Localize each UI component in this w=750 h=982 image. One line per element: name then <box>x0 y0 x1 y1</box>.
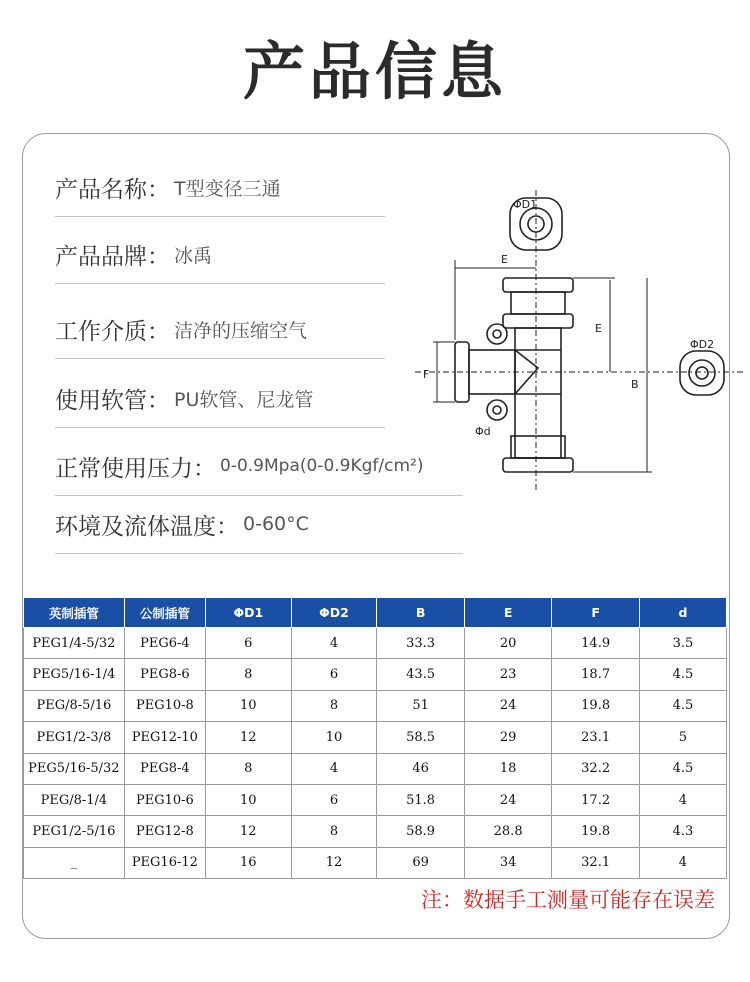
table-cell: 8 <box>205 753 291 784</box>
col-header: d <box>639 598 726 628</box>
table-cell: 12 <box>205 816 291 847</box>
table-cell: 51 <box>377 690 465 721</box>
table-cell: 23.1 <box>552 722 640 753</box>
table-cell: 17.2 <box>552 784 640 815</box>
table-cell: 32.1 <box>552 847 640 878</box>
label-e-side: E <box>595 322 602 335</box>
info-row-hose <box>55 369 385 428</box>
table-cell: PEG10-8 <box>124 690 205 721</box>
table-cell: 58.5 <box>377 722 465 753</box>
table-cell: 8 <box>205 659 291 690</box>
info-label: 环境及流体温度： <box>55 513 239 540</box>
table-cell: PEG1/4-5/32 <box>24 628 125 659</box>
table-cell: 4.5 <box>639 753 726 784</box>
table-cell: PEG16-12 <box>124 847 205 878</box>
table-cell: 24 <box>464 690 552 721</box>
table-cell: PEG/8-1/4 <box>24 784 125 815</box>
table-cell: 10 <box>205 784 291 815</box>
label-phi-d1: ΦD1 <box>513 198 538 211</box>
table-cell: 19.8 <box>552 690 640 721</box>
table-cell: 6 <box>205 628 291 659</box>
table-cell: 12 <box>205 722 291 753</box>
table-cell: 69 <box>377 847 465 878</box>
table-cell: 43.5 <box>377 659 465 690</box>
info-value: 0-0.9Mpa(0-0.9Kgf/cm²) <box>220 456 424 476</box>
info-row-temperature <box>55 495 463 554</box>
table-cell: PEG12-10 <box>124 722 205 753</box>
label-f: F <box>423 368 430 381</box>
col-header: F <box>552 598 640 628</box>
col-header: E <box>464 598 552 628</box>
table-cell: 4 <box>639 847 726 878</box>
table-row <box>24 847 727 878</box>
info-value: PU软管、尼龙管 <box>174 388 314 411</box>
info-label: 产品名称： <box>55 176 170 203</box>
table-cell: 8 <box>291 690 377 721</box>
table-cell: 14.9 <box>552 628 640 659</box>
table-cell: 4 <box>291 628 377 659</box>
table-cell: PEG6-4 <box>124 628 205 659</box>
table-cell: _ <box>24 847 125 878</box>
table-cell: 20 <box>464 628 552 659</box>
table-cell: 33.3 <box>377 628 465 659</box>
table-cell: 3.5 <box>639 628 726 659</box>
table-cell: 6 <box>291 659 377 690</box>
table-cell: 34 <box>464 847 552 878</box>
info-value: T型变径三通 <box>174 177 281 200</box>
table-cell: 10 <box>205 690 291 721</box>
table-cell: PEG5/16-1/4 <box>24 659 125 690</box>
info-label: 正常使用压力： <box>55 455 216 482</box>
col-header: B <box>377 598 465 628</box>
info-row-pressure <box>55 437 463 496</box>
table-header-row <box>24 598 727 628</box>
col-header: ΦD2 <box>291 598 377 628</box>
info-label: 产品品牌： <box>55 243 170 270</box>
spec-table <box>23 597 727 879</box>
table-cell: 10 <box>291 722 377 753</box>
table-cell: PEG5/16-5/32 <box>24 753 125 784</box>
table-row <box>24 784 727 815</box>
label-e-top: E <box>501 253 508 266</box>
label-b: B <box>631 378 639 391</box>
table-cell: 51.8 <box>377 784 465 815</box>
table-cell: PEG8-4 <box>124 753 205 784</box>
t-fitting-diagram <box>415 190 750 490</box>
info-value: 洁净的压缩空气 <box>174 319 308 342</box>
table-row <box>24 753 727 784</box>
table-row <box>24 659 727 690</box>
info-row-medium <box>55 300 385 359</box>
table-cell: PEG10-6 <box>124 784 205 815</box>
col-header: 公制插管 <box>124 598 205 628</box>
info-value: 冰禹 <box>174 244 213 267</box>
table-cell: PEG1/2-3/8 <box>24 722 125 753</box>
table-cell: 23 <box>464 659 552 690</box>
table-cell: 18 <box>464 753 552 784</box>
table-cell: 24 <box>464 784 552 815</box>
info-label: 工作介质： <box>55 318 170 345</box>
table-row <box>24 690 727 721</box>
table-cell: 18.7 <box>552 659 640 690</box>
product-info-card <box>22 133 730 939</box>
table-cell: PEG8-6 <box>124 659 205 690</box>
table-cell: 8 <box>291 816 377 847</box>
table-cell: 4.5 <box>639 659 726 690</box>
info-label: 使用软管： <box>55 387 170 414</box>
table-cell: 28.8 <box>464 816 552 847</box>
info-row-brand <box>55 225 385 284</box>
table-cell: PEG/8-5/16 <box>24 690 125 721</box>
table-row <box>24 816 727 847</box>
label-phi-d: Φd <box>475 425 491 438</box>
table-cell: 4 <box>639 784 726 815</box>
table-cell: 58.9 <box>377 816 465 847</box>
table-cell: 46 <box>377 753 465 784</box>
table-row <box>24 628 727 659</box>
col-header: 英制插管 <box>24 598 125 628</box>
page-title: 产品信息 <box>242 35 507 108</box>
table-cell: 16 <box>205 847 291 878</box>
table-cell: 5 <box>639 722 726 753</box>
label-phi-d2: ΦD2 <box>690 338 715 351</box>
info-value: 0-60°C <box>243 513 309 535</box>
table-cell: 19.8 <box>552 816 640 847</box>
table-cell: PEG1/2-5/16 <box>24 816 125 847</box>
table-cell: PEG12-8 <box>124 816 205 847</box>
table-cell: 32.2 <box>552 753 640 784</box>
measurement-note: 注：数据手工测量可能存在误差 <box>421 888 715 912</box>
table-cell: 4.3 <box>639 816 726 847</box>
table-cell: 4 <box>291 753 377 784</box>
table-row <box>24 722 727 753</box>
col-header: ΦD1 <box>205 598 291 628</box>
table-cell: 6 <box>291 784 377 815</box>
table-cell: 12 <box>291 847 377 878</box>
table-cell: 4.5 <box>639 690 726 721</box>
table-cell: 29 <box>464 722 552 753</box>
info-row-name <box>55 158 385 217</box>
